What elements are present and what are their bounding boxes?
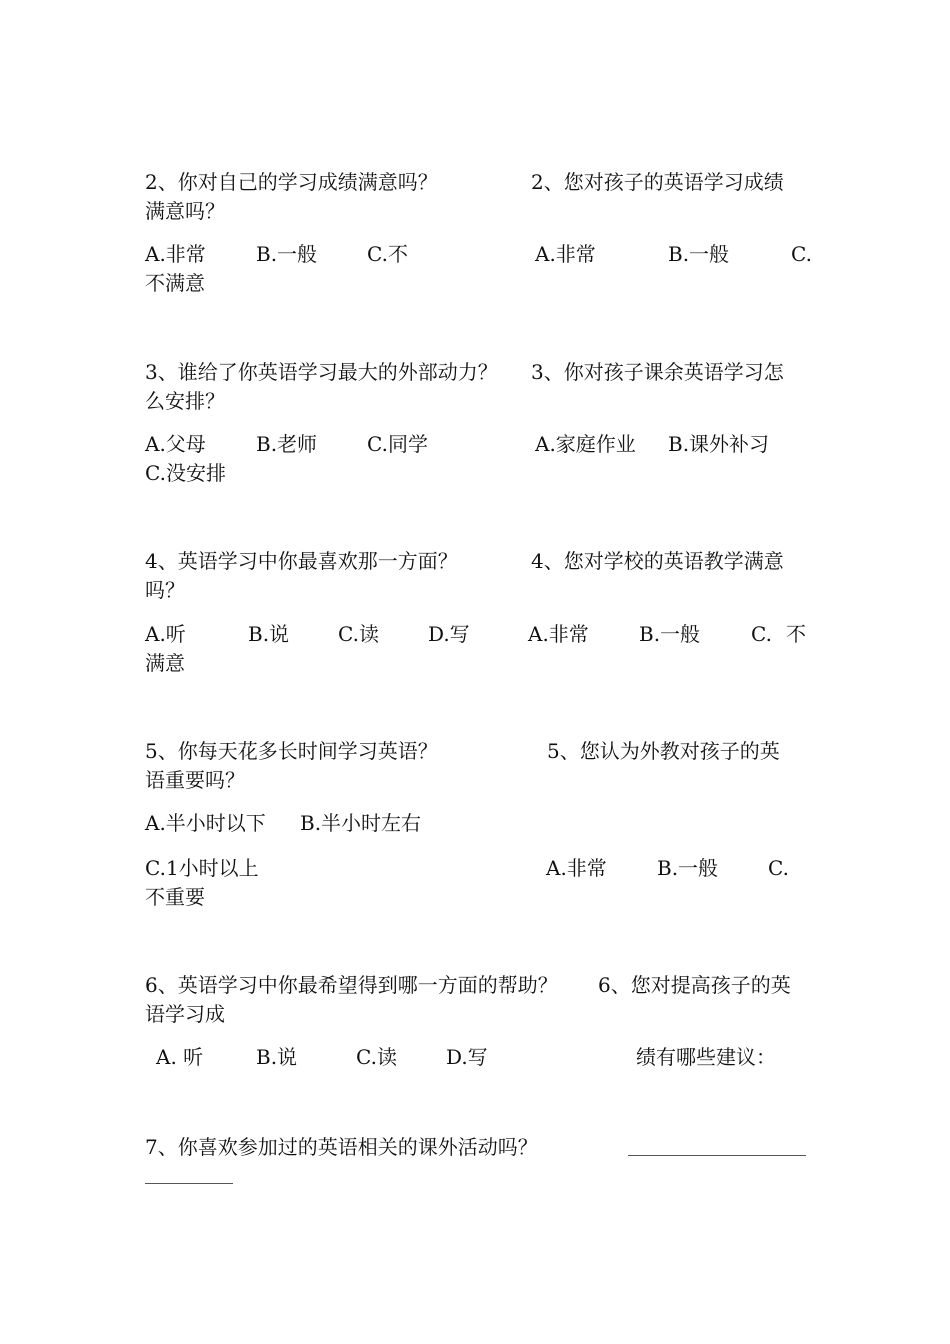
q3-student-option-a: A.父母 (145, 432, 206, 456)
q6-parent-question-cont: 语学习成 (145, 1002, 225, 1026)
q3-student-question: 3、谁给了你英语学习最大的外部动力？ (145, 360, 498, 384)
q4-parent-question: 4、您对学校的英语教学满意 (531, 549, 784, 573)
q3-parent-question-cont: 么安排？ (145, 389, 225, 413)
q5-parent-option-b: B.一般 (657, 856, 719, 880)
q5-parent-option-a: A.非常 (546, 856, 607, 880)
q2-student-option-c: C.不 (367, 242, 408, 266)
answer-blank-line-cont[interactable] (145, 1183, 233, 1184)
q4-student-option-a: A.听 (145, 622, 186, 646)
q4-parent-option-c-cont: 满意 (145, 651, 185, 675)
q4-student-option-c: C.读 (338, 622, 379, 646)
q2-parent-option-a: A.非常 (535, 242, 596, 266)
q7-student-question: 7、你喜欢参加过的英语相关的课外活动吗？ (145, 1135, 538, 1159)
q2-parent-question-cont: 满意吗？ (145, 199, 225, 223)
q4-student-option-d: D.写 (428, 622, 470, 646)
q6-parent-question: 6、您对提高孩子的英 (598, 973, 791, 997)
q3-parent-option-a: A.家庭作业 (535, 432, 636, 456)
q2-parent-option-b: B.一般 (668, 242, 730, 266)
q2-parent-option-c-cont: 不满意 (145, 271, 205, 295)
q5-parent-option-c: C. (768, 856, 789, 880)
q6-parent-question-end: 绩有哪些建议： (636, 1045, 776, 1069)
q6-student-question: 6、英语学习中你最希望得到哪一方面的帮助？ (145, 973, 558, 997)
q2-student-option-b: B.一般 (256, 242, 318, 266)
q4-student-option-b: B.说 (248, 622, 290, 646)
q2-parent-option-c: C. (791, 242, 812, 266)
q5-student-option-b: B.半小时左右 (300, 811, 422, 835)
q5-student-question: 5、你每天花多长时间学习英语？ (145, 739, 438, 763)
q4-student-question: 4、英语学习中你最喜欢那一方面？ (145, 549, 458, 573)
q4-parent-option-a: A.非常 (528, 622, 589, 646)
q5-student-option-c: C.1小时以上 (145, 856, 259, 880)
q6-student-option-c: C.读 (356, 1045, 397, 1069)
q4-parent-option-c: C. (751, 622, 772, 646)
q6-student-option-b: B.说 (256, 1045, 298, 1069)
q2-student-option-a: A.非常 (145, 242, 206, 266)
q4-parent-option-b: B.一般 (639, 622, 701, 646)
q6-student-option-a: A. 听 (156, 1045, 204, 1069)
q5-parent-option-c-cont: 不重要 (145, 885, 205, 909)
q5-parent-question-cont: 语重要吗？ (145, 768, 245, 792)
q3-student-option-c: C.同学 (367, 432, 428, 456)
q3-student-option-b: B.老师 (256, 432, 318, 456)
q3-parent-question: 3、你对孩子课余英语学习怎 (531, 360, 784, 384)
q5-student-option-a: A.半小时以下 (145, 811, 266, 835)
answer-blank-line[interactable] (628, 1155, 806, 1156)
q5-parent-question: 5、您认为外教对孩子的英 (547, 739, 780, 763)
q4-parent-option-c-word: 不 (786, 622, 806, 646)
q4-parent-question-cont: 吗？ (145, 578, 185, 602)
q2-student-question: 2、你对自己的学习成绩满意吗？ (145, 170, 438, 194)
q3-parent-option-c: C.没安排 (145, 461, 226, 485)
q6-student-option-d: D.写 (446, 1045, 488, 1069)
q2-parent-question: 2、您对孩子的英语学习成绩 (531, 170, 784, 194)
q3-parent-option-b: B.课外补习 (668, 432, 770, 456)
